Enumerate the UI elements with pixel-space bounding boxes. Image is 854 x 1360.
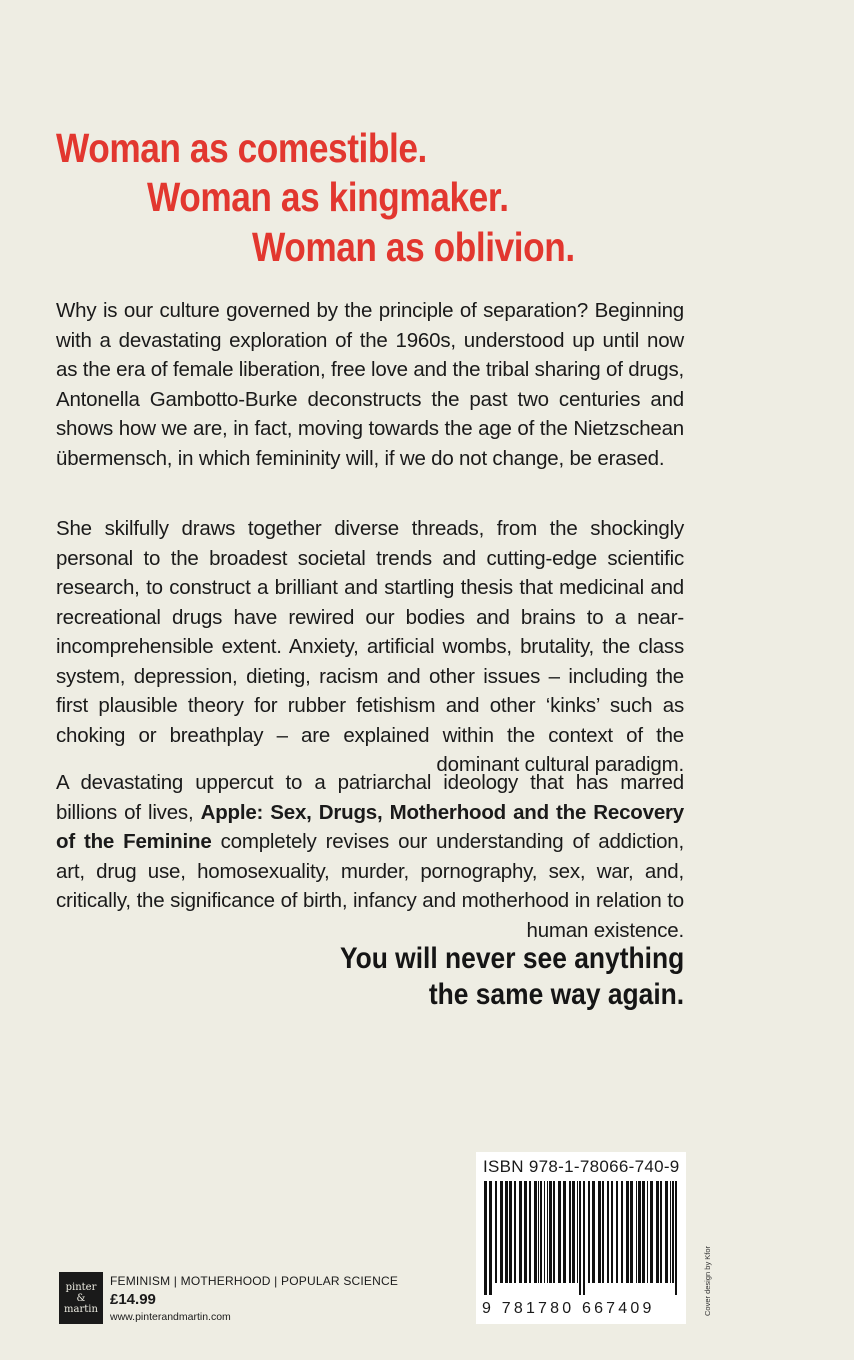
barcode-bar [509,1181,512,1283]
barcode-bar [547,1181,548,1283]
blurb-paragraph-2-text: She skilfully draws together diverse threads, from the shockingly personal to the broadest societal trends and cutting-edge scientific research, to construct a brilliant and startling thesis that medicinal and recreational drugs have rewired our bodies and brains to a near-incomprehensible extent. Anxiety, artificial wombs, brutality, the class system, depression, dieting, racism and other issues – including the first plausible theory for rubber fetishism and other ‘kinks’ such as choking or breathplay – are explained within the context of the dominant cultural paradigm. [56,517,684,776]
blurb-paragraph-2 [56,514,684,780]
headline-line-1: Woman as comestible. [56,125,427,171]
barcode-bar [642,1181,645,1283]
book-title: Apple: Sex, Drugs, Motherhood and the Recovery of the Feminine [56,800,685,853]
barcode-bar [495,1181,497,1283]
barcode-icon [482,1181,680,1295]
barcode-bar [675,1181,677,1295]
isbn-label: ISBN 978-1-78066-740-9 [483,1157,680,1176]
blurb-paragraph-3-intro: A devastating uppercut to a patriarchal ideology that has marred billions of lives, [56,771,684,824]
barcode-bar [579,1181,581,1295]
barcode-bar [553,1181,555,1283]
barcode-bar [621,1181,623,1283]
barcode-bar [626,1181,629,1283]
barcode-bar [670,1181,671,1283]
publisher-website: www.pinterandmartin.com [110,1311,231,1323]
barcode-bar [638,1181,641,1283]
headline-line-3: Woman as oblivion. [252,224,575,270]
barcode-digits: 9 781780 667409 [482,1300,655,1317]
barcode-bar [577,1181,578,1283]
barcode-bar [569,1181,571,1283]
barcode-bar [540,1181,542,1283]
barcode-bar [616,1181,618,1283]
barcode-bar [544,1181,545,1283]
barcode-bar [630,1181,633,1283]
barcode-bar [484,1181,487,1295]
barcode-bar [524,1181,527,1283]
barcode-bar [665,1181,668,1283]
publisher-logo [59,1272,103,1324]
barcode-bar [572,1181,575,1283]
barcode-bar [583,1181,585,1295]
cover-design-credit: Cover design by Kfor [703,1245,712,1316]
logo-line-1: pinter [65,1281,97,1293]
barcode-bar [489,1181,492,1295]
logo-line-2: & [76,1292,86,1304]
barcode-bar [505,1181,508,1283]
barcode-bar [636,1181,637,1283]
barcode-bar [647,1181,648,1283]
book-categories: FEMINISM | MOTHERHOOD | POPULAR SCIENCE [110,1274,399,1288]
blurb-paragraph-1: Why is our culture governed by the principle of separation? Beginning with a devastating exploration of the 1960s, understood up until now as the era of female liberation, free love and the tribal sharing of drugs, Antonella Gambotto-Burke deconstructs the past two centuries and shows how we are, in fact, moving towards the age of the Nietzschean übermensch, in which femininity will, if we do not change, be erased. [56,299,684,470]
barcode-bar [592,1181,595,1283]
barcode-bar [534,1181,537,1283]
price: £14.99 [110,1291,156,1308]
headline-line-2: Woman as kingmaker. [147,174,509,220]
barcode-bar [538,1181,539,1283]
barcode-bar [672,1181,674,1283]
barcode-bar [529,1181,531,1283]
barcode-bar [660,1181,662,1283]
barcode-bar [500,1181,503,1283]
barcode-bar [549,1181,552,1283]
barcode-bar [563,1181,566,1283]
barcode-bar [650,1181,653,1283]
tagline-line-1: You will never see anything [339,942,684,975]
blurb-paragraph-3 [56,768,684,945]
barcode-bar [602,1181,604,1283]
blurb-paragraph-3-outro: completely revises our understanding of addiction, art, drug use, homosexuality, murder, pornography, sex, war, and, critically, the significance of birth, infancy and motherhood in relation to human existence. [56,830,684,942]
barcode-bar [514,1181,516,1283]
barcode-bar [607,1181,609,1283]
barcode-bar [656,1181,659,1283]
tagline-line-2: the same way again. [428,978,684,1011]
barcode-bar [519,1181,522,1283]
barcode-bar [588,1181,590,1283]
barcode-bar [611,1181,613,1283]
logo-line-3: martin [64,1303,98,1315]
barcode-bar [558,1181,561,1283]
barcode-bar [598,1181,601,1283]
